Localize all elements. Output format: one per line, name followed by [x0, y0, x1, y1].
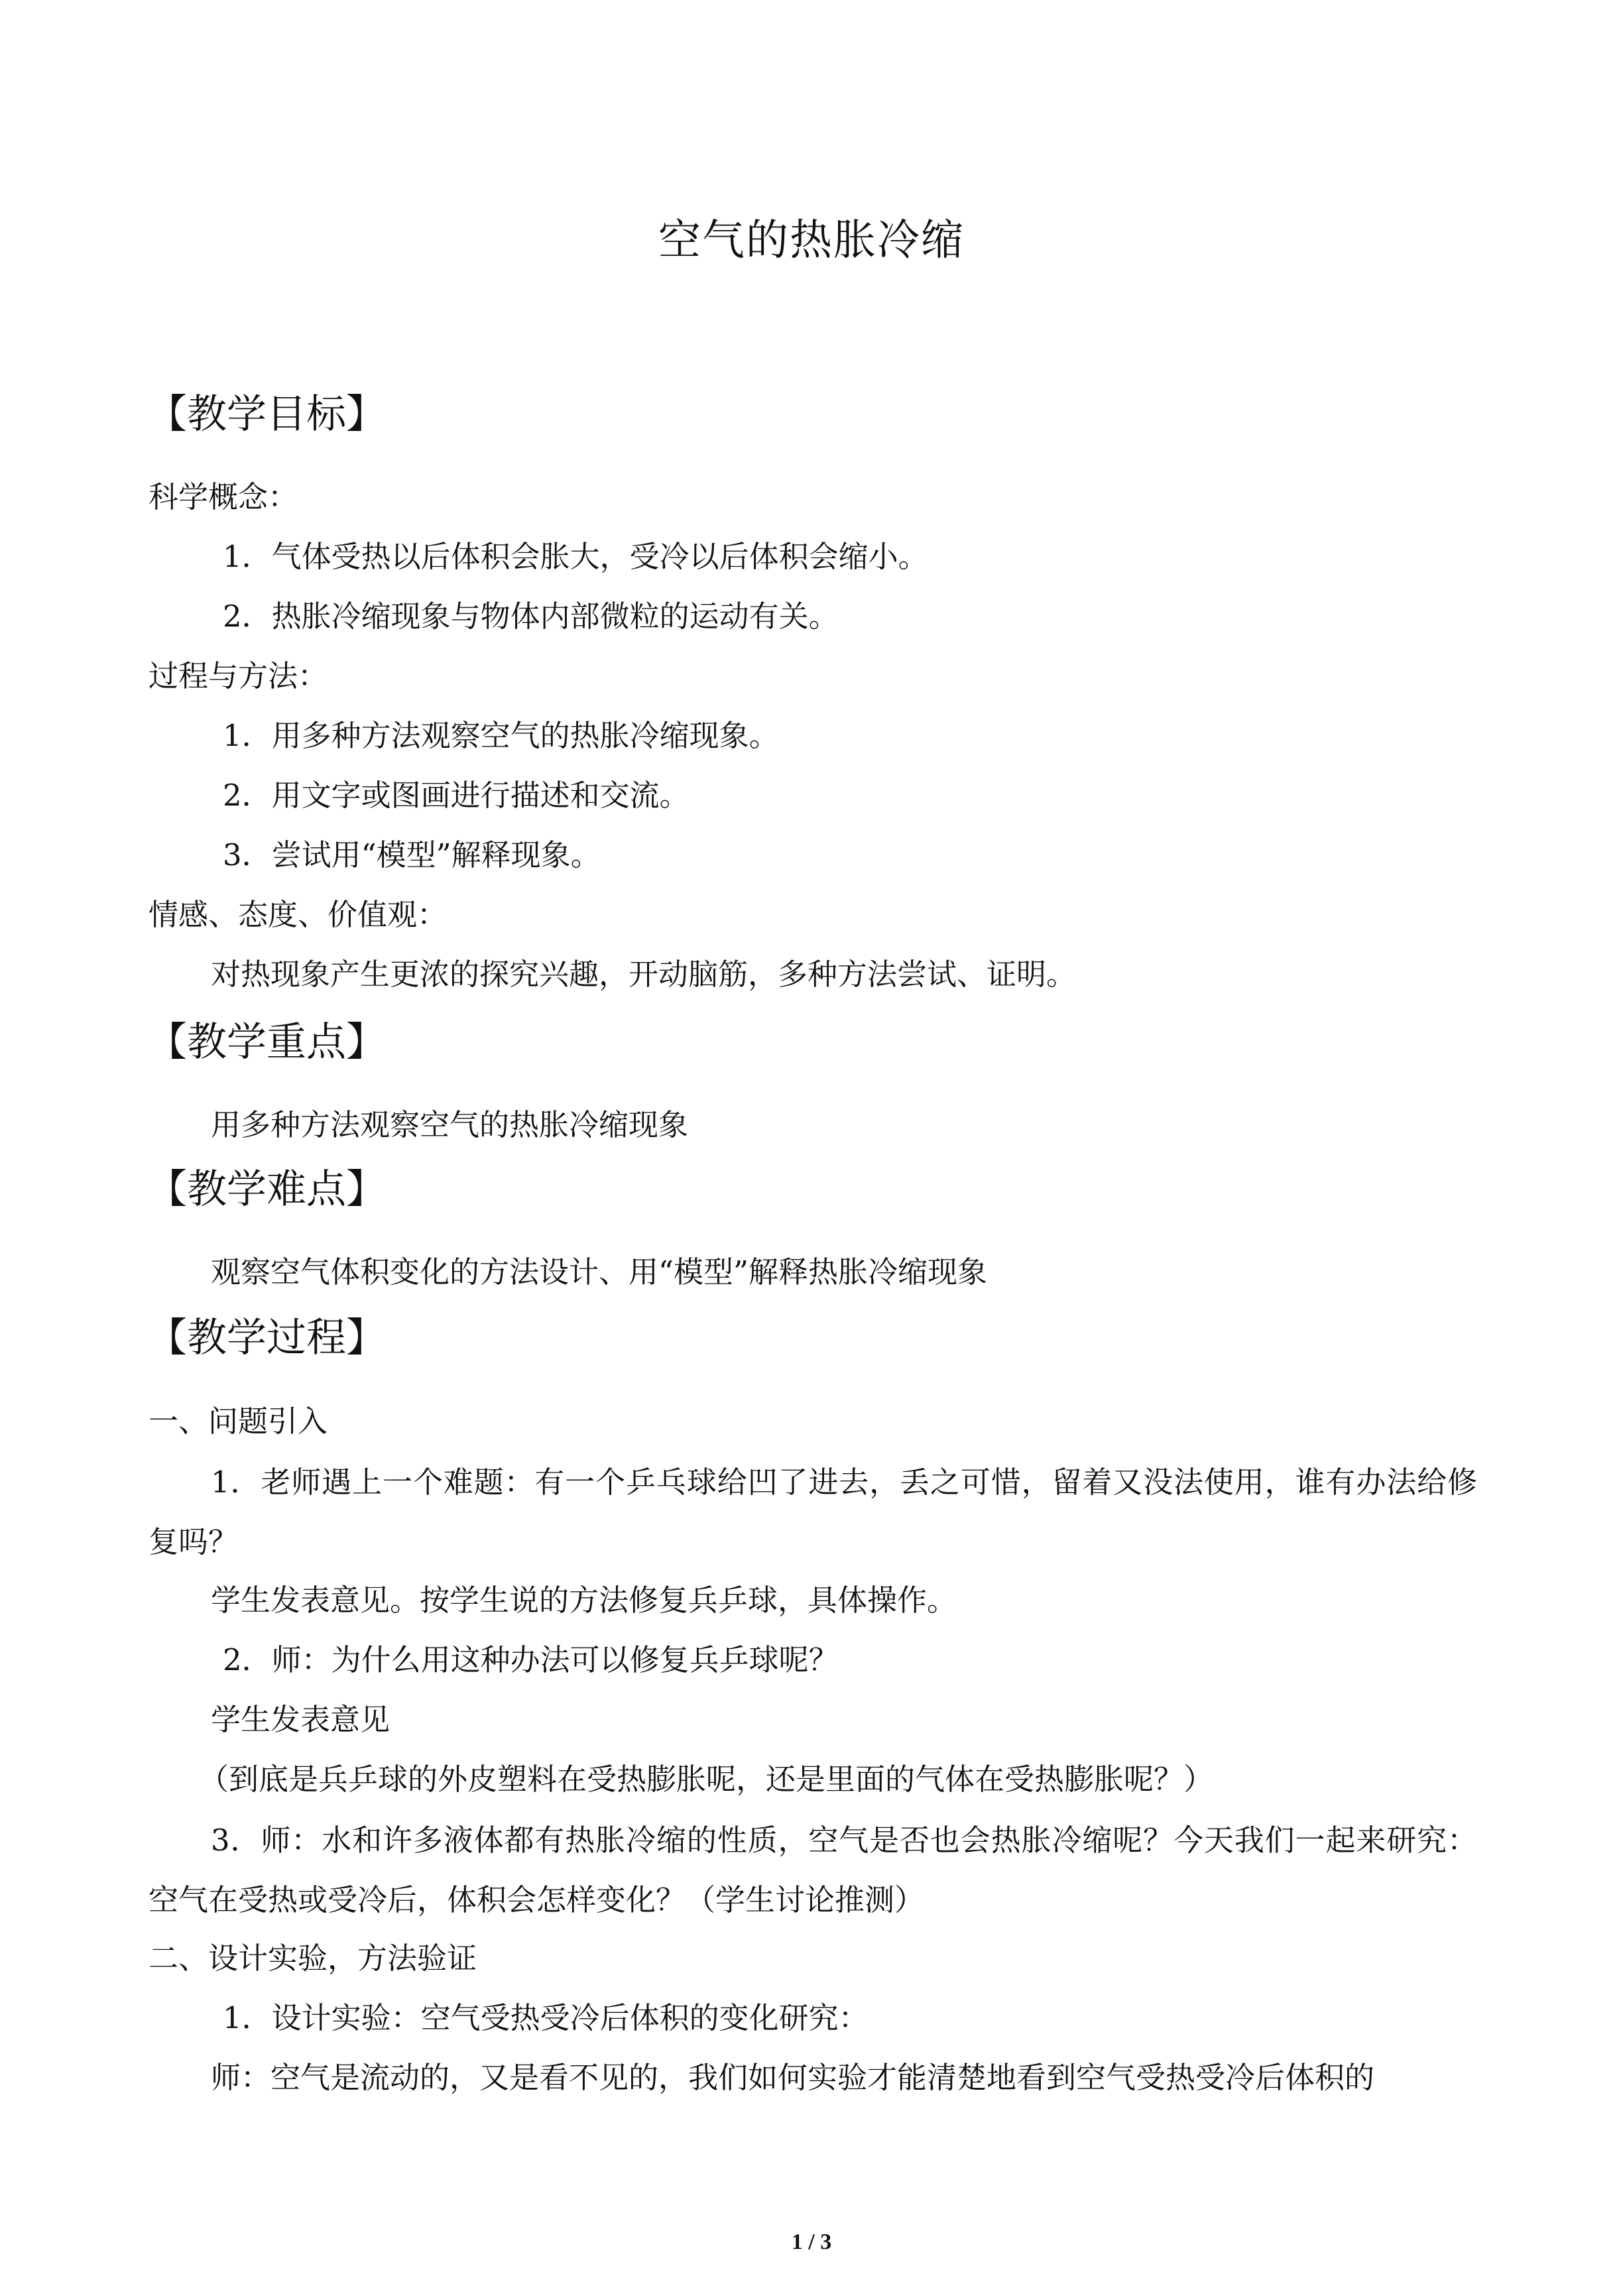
procedure-paragraph-2: 2．师：为什么用这种办法可以修复兵乒球呢？ [223, 1642, 839, 1677]
procedure-paragraph-4: 1．设计实验：空气受热受冷后体积的变化研究： [223, 2000, 869, 2035]
key-points-text: 用多种方法观察空气的热胀冷缩现象 [211, 1107, 689, 1142]
procedure-paragraph-3: 3．师：水和许多液体都有热胀冷缩的性质，空气是否也会热胀冷缩呢？今天我们一起来研究：空气在受热或受冷后，体积会怎样变化？（学生讨论推测） [149, 1823, 1477, 1917]
procedure-response-1: 学生发表意见。按学生说的方法修复兵乒球，具体操作。 [211, 1583, 957, 1618]
label-process-methods: 过程与方法： [149, 658, 328, 694]
document-title: 空气的热胀冷缩 [658, 216, 965, 265]
part-1-label: 一、问题引入 [149, 1404, 328, 1439]
procedure-note-2: （到底是兵乒球的外皮塑料在受热膨胀呢，还是里面的气体在受热膨胀呢？） [199, 1762, 1214, 1797]
heading-teaching-goals: 【教学目标】 [147, 391, 386, 438]
procedure-paragraph-5: 师：空气是流动的，又是看不见的，我们如何实验才能清楚地看到空气受热受冷后体积的 [211, 2060, 1375, 2095]
heading-teaching-procedure: 【教学过程】 [147, 1315, 386, 1361]
label-attitudes-values: 情感、态度、价值观： [149, 897, 448, 932]
attitude-text: 对热现象产生更浓的探究兴趣，开动脑筋，多种方法尝试、证明。 [211, 957, 1077, 992]
process-item-2: 2．用文字或图画进行描述和交流。 [223, 778, 690, 813]
label-science-concepts: 科学概念： [149, 479, 298, 514]
page-number: 1 / 3 [791, 2230, 832, 2254]
process-item-3: 3．尝试用“模型”解释现象。 [223, 837, 601, 873]
part-2-label: 二、设计实验，方法验证 [149, 1941, 477, 1976]
process-item-1: 1．用多种方法观察空气的热胀冷缩现象。 [223, 718, 779, 753]
procedure-paragraph-1: 1．老师遇上一个难题：有一个乒乓球给凹了进去，丢之可惜，留着又没法使用，谁有办法给修复吗？ [149, 1465, 1477, 1559]
difficulties-text: 观察空气体积变化的方法设计、用“模型”解释热胀冷缩现象 [211, 1254, 988, 1290]
science-item-2: 2．热胀冷缩现象与物体内部微粒的运动有关。 [223, 599, 839, 634]
heading-key-points: 【教学重点】 [147, 1019, 386, 1065]
procedure-response-2: 学生发表意见 [211, 1702, 391, 1737]
heading-difficulties: 【教学难点】 [147, 1166, 386, 1213]
science-item-1: 1．气体受热以后体积会胀大，受冷以后体积会缩小。 [223, 539, 928, 574]
